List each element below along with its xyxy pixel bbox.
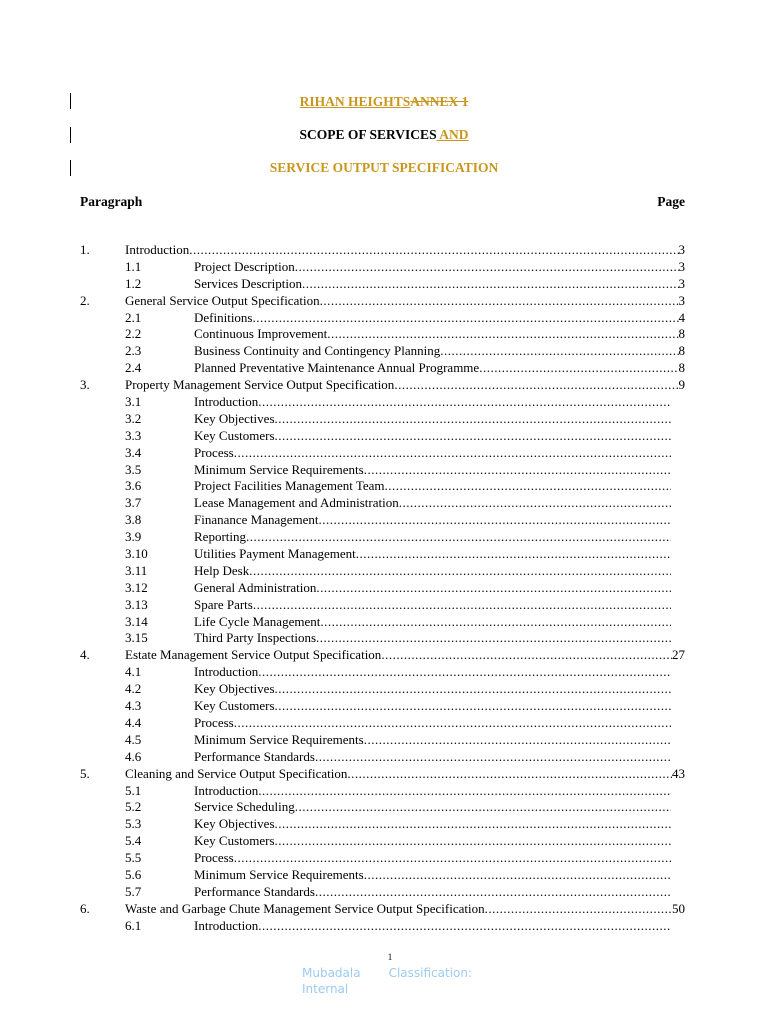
dot-leader <box>319 512 671 529</box>
toc-entry-number: 3.5 <box>125 461 142 477</box>
toc-entry[interactable] <box>0 546 768 563</box>
toc-entry-title: Introduction <box>125 242 190 257</box>
toc-entry-number: 3. <box>80 377 90 393</box>
toc-entry-page: 27 <box>672 647 685 663</box>
dot-leader <box>364 462 671 479</box>
toc-entry-page: 3 <box>678 258 685 274</box>
toc-entry-page: 8 <box>678 343 685 359</box>
dot-leader <box>315 884 671 901</box>
toc-entry-number: 2. <box>80 292 90 308</box>
toc-entry[interactable] <box>0 462 768 479</box>
toc-entry[interactable] <box>0 394 768 411</box>
toc-entry[interactable] <box>0 377 768 394</box>
toc-entry-title: Property Management Service Output Specification <box>125 377 395 393</box>
document-title <box>0 94 768 110</box>
toc-entry-number: 3.12 <box>125 579 148 595</box>
dot-leader <box>275 428 671 445</box>
toc-entry-title: Key Objectives <box>194 681 275 697</box>
dot-leader <box>249 563 671 580</box>
toc-entry-number: 5.7 <box>125 883 142 899</box>
toc-entry[interactable] <box>0 630 768 647</box>
dot-leader <box>364 867 671 884</box>
toc-entry[interactable] <box>0 698 768 715</box>
toc-entry-page: 9 <box>678 377 685 393</box>
dot-leader <box>275 816 671 833</box>
toc-entry-title: Services Description <box>194 275 302 291</box>
toc-entry-number: 4.2 <box>125 681 142 697</box>
toc-entry-number: 2.4 <box>125 360 142 376</box>
toc-entry-title: Introduction <box>194 782 259 798</box>
toc-entry-number: 3.15 <box>125 630 148 646</box>
dot-leader <box>320 614 671 631</box>
toc-entry-page: 8 <box>678 360 685 376</box>
toc-entry-title: Spare Parts <box>194 596 253 612</box>
toc-entry-title: Cleaning and Service Output Specification <box>125 765 348 781</box>
toc-entry[interactable] <box>0 242 768 259</box>
toc-entry-number: 4.3 <box>125 698 142 714</box>
toc-entry[interactable] <box>0 580 768 597</box>
toc-entry[interactable] <box>0 276 768 293</box>
toc-entry[interactable] <box>0 478 768 495</box>
dot-leader <box>302 276 679 293</box>
toc-entry-page: 3 <box>678 275 685 291</box>
toc-entry-number: 5. <box>80 765 90 781</box>
toc-entry[interactable] <box>0 918 768 935</box>
toc-entry-number: 1. <box>80 242 90 257</box>
toc-entry-number: 5.2 <box>125 799 142 815</box>
toc-entry-number: 5.4 <box>125 833 142 849</box>
toc-entry-number: 6. <box>80 900 90 916</box>
page-number: 1 <box>387 952 393 962</box>
toc-entry[interactable] <box>0 597 768 614</box>
toc-entry[interactable] <box>0 563 768 580</box>
toc-entry-title: General Service Output Specification <box>125 292 320 308</box>
toc-entry-title: Third Party Inspections <box>194 630 317 646</box>
document-subtitle <box>0 127 768 143</box>
dot-leader <box>356 546 671 563</box>
classification-level: Internal <box>302 982 349 996</box>
toc-entry-number: 3.4 <box>125 444 142 460</box>
toc-entry-number: 2.2 <box>125 326 142 342</box>
toc-entry-title: Life Cycle Management <box>194 613 321 629</box>
toc-entry-number: 3.2 <box>125 410 142 426</box>
toc-entry[interactable] <box>0 411 768 428</box>
dot-leader <box>347 766 672 783</box>
toc-entry-number: 3.6 <box>125 478 142 494</box>
toc-entry-title: Key Objectives <box>194 410 275 426</box>
toc-entry[interactable] <box>0 833 768 850</box>
dot-leader <box>320 293 679 310</box>
toc-entry-number: 5.3 <box>125 816 142 832</box>
dot-leader <box>234 445 671 462</box>
toc-entry-title: Reporting <box>194 529 246 545</box>
dot-leader <box>258 394 671 411</box>
toc-entry-number: 5.1 <box>125 782 142 798</box>
toc-entry[interactable] <box>0 867 768 884</box>
toc-entry[interactable] <box>0 445 768 462</box>
toc-entry-number: 4.5 <box>125 731 142 747</box>
toc-entry-title: Performance Standards <box>194 883 315 899</box>
toc-entry-title: Continuous Improvement <box>194 326 328 342</box>
toc-entry[interactable] <box>0 614 768 631</box>
toc-entry-title: Project Facilities Management Team <box>194 478 385 494</box>
classification-org: Mubadala <box>302 966 361 980</box>
toc-entry[interactable] <box>0 428 768 445</box>
dot-leader <box>246 529 671 546</box>
dot-leader <box>234 850 671 867</box>
toc-entry-number: 5.5 <box>125 850 142 866</box>
toc-entry-title: Estate Management Service Output Specification <box>125 647 382 663</box>
toc-entry-page: 3 <box>678 292 685 308</box>
toc-entry-number: 3.9 <box>125 529 142 545</box>
toc-entry[interactable] <box>0 343 768 360</box>
toc-entry[interactable] <box>0 715 768 732</box>
dot-leader <box>275 681 671 698</box>
toc-entry-number: 1.1 <box>125 258 142 274</box>
toc-entry-title: Process <box>194 850 234 866</box>
dot-leader <box>440 343 678 360</box>
table-of-contents <box>0 242 768 935</box>
toc-entry[interactable] <box>0 816 768 833</box>
toc-entry-page: 8 <box>678 326 685 342</box>
toc-entry-number: 3.8 <box>125 512 142 528</box>
toc-entry[interactable] <box>0 293 768 310</box>
toc-entry-title: Key Customers <box>194 833 275 849</box>
dot-leader <box>399 495 671 512</box>
subtitle-text: SCOPE OF SERVICES <box>299 127 437 142</box>
toc-entry-number: 6.1 <box>125 917 142 933</box>
toc-entry[interactable] <box>0 529 768 546</box>
toc-entry-title: General Administration <box>194 579 317 595</box>
toc-entry-title: Planned Preventative Maintenance Annual Programme <box>194 360 480 376</box>
toc-entry-title: Help Desk <box>194 562 250 578</box>
toc-entry[interactable] <box>0 326 768 343</box>
dot-leader <box>485 901 672 918</box>
toc-entry[interactable] <box>0 310 768 327</box>
toc-entry-title: Performance Standards <box>194 748 315 764</box>
toc-entry-title: Waste and Garbage Chute Management Service Output Specification <box>125 900 485 916</box>
toc-entry[interactable] <box>0 360 768 377</box>
toc-entry-title: Introduction <box>194 664 259 680</box>
toc-entry[interactable] <box>0 884 768 901</box>
toc-entry[interactable] <box>0 901 768 918</box>
toc-entry[interactable] <box>0 259 768 276</box>
toc-entry-number: 1.2 <box>125 275 142 291</box>
toc-entry[interactable] <box>0 664 768 681</box>
toc-entry-title: Key Customers <box>194 698 275 714</box>
toc-entry[interactable] <box>0 766 768 783</box>
toc-entry-number: 3.3 <box>125 427 142 443</box>
toc-entry[interactable] <box>0 749 768 766</box>
toc-entry[interactable] <box>0 783 768 800</box>
toc-entry-number: 3.13 <box>125 596 148 612</box>
toc-entry-title: Introduction <box>194 394 259 410</box>
toc-entry-title: Key Objectives <box>194 816 275 832</box>
toc-entry[interactable] <box>0 512 768 529</box>
deleted-title-text: ANNEX 1 <box>410 94 469 109</box>
dot-leader <box>258 664 671 681</box>
dot-leader <box>253 597 671 614</box>
dot-leader <box>189 242 678 259</box>
toc-entry-number: 2.1 <box>125 309 142 325</box>
dot-leader <box>234 715 671 732</box>
page-column-header: Page <box>657 194 685 209</box>
dot-leader <box>394 377 678 394</box>
toc-entry-number: 3.11 <box>125 562 148 578</box>
dot-leader <box>316 630 671 647</box>
toc-entry-number: 3.1 <box>125 394 142 410</box>
toc-entry-title: Introduction <box>194 917 259 933</box>
dot-leader <box>253 310 679 327</box>
toc-entry-number: 2.3 <box>125 343 142 359</box>
toc-entry[interactable] <box>0 495 768 512</box>
toc-entry-page: 43 <box>672 765 685 781</box>
dot-leader <box>295 259 679 276</box>
dot-leader <box>315 749 671 766</box>
dot-leader <box>295 799 671 816</box>
toc-entry-title: Business Continuity and Contingency Planning <box>194 343 441 359</box>
classification-label <box>302 965 502 997</box>
toc-entry-title: Project Description <box>194 258 295 274</box>
dot-leader <box>275 411 671 428</box>
dot-leader <box>258 918 671 935</box>
toc-entry-title: Lease Management and Administration <box>194 495 399 511</box>
dot-leader <box>364 732 671 749</box>
dot-leader <box>381 647 672 664</box>
toc-entry-title: Key Customers <box>194 427 275 443</box>
toc-entry-title: Definitions <box>194 309 253 325</box>
toc-entry-number: 4.4 <box>125 714 142 730</box>
toc-entry-page: 4 <box>678 309 685 325</box>
toc-entry-number: 4. <box>80 647 90 663</box>
toc-entry-title: Service Scheduling <box>194 799 295 815</box>
toc-entry-number: 4.6 <box>125 748 142 764</box>
dot-leader <box>385 478 671 495</box>
toc-entry-number: 4.1 <box>125 664 142 680</box>
dot-leader <box>258 783 671 800</box>
toc-entry-title: Utilities Payment Management <box>194 546 356 562</box>
inserted-subtitle-text: AND <box>436 127 469 142</box>
toc-entry-title: Process <box>194 714 234 730</box>
classification-word: Classification: <box>388 966 473 980</box>
dot-leader <box>479 360 678 377</box>
toc-entry-title: Minimum Service Requirements <box>194 731 364 747</box>
toc-entry-title: Minimum Service Requirements <box>194 866 364 882</box>
document-heading: SERVICE OUTPUT SPECIFICATION <box>269 160 499 175</box>
toc-entry[interactable] <box>0 799 768 816</box>
toc-entry-title: Minimum Service Requirements <box>194 461 364 477</box>
toc-entry-title: Process <box>194 444 234 460</box>
toc-entry[interactable] <box>0 647 768 664</box>
toc-entry-number: 3.10 <box>125 546 148 562</box>
toc-entry-page: 50 <box>672 900 685 916</box>
inserted-title-text: RIHAN HEIGHTS <box>299 94 411 109</box>
toc-entry[interactable] <box>0 732 768 749</box>
dot-leader <box>275 698 671 715</box>
toc-entry-page: 3 <box>678 242 685 257</box>
toc-entry-number: 3.14 <box>125 613 148 629</box>
dot-leader <box>275 833 671 850</box>
dot-leader <box>316 580 671 597</box>
toc-entry-number: 3.7 <box>125 495 142 511</box>
toc-entry-title: Finanance Management <box>194 512 319 528</box>
toc-entry[interactable] <box>0 681 768 698</box>
dot-leader <box>327 326 678 343</box>
toc-entry[interactable] <box>0 850 768 867</box>
paragraph-column-header: Paragraph <box>80 194 143 209</box>
toc-entry-number: 5.6 <box>125 866 142 882</box>
